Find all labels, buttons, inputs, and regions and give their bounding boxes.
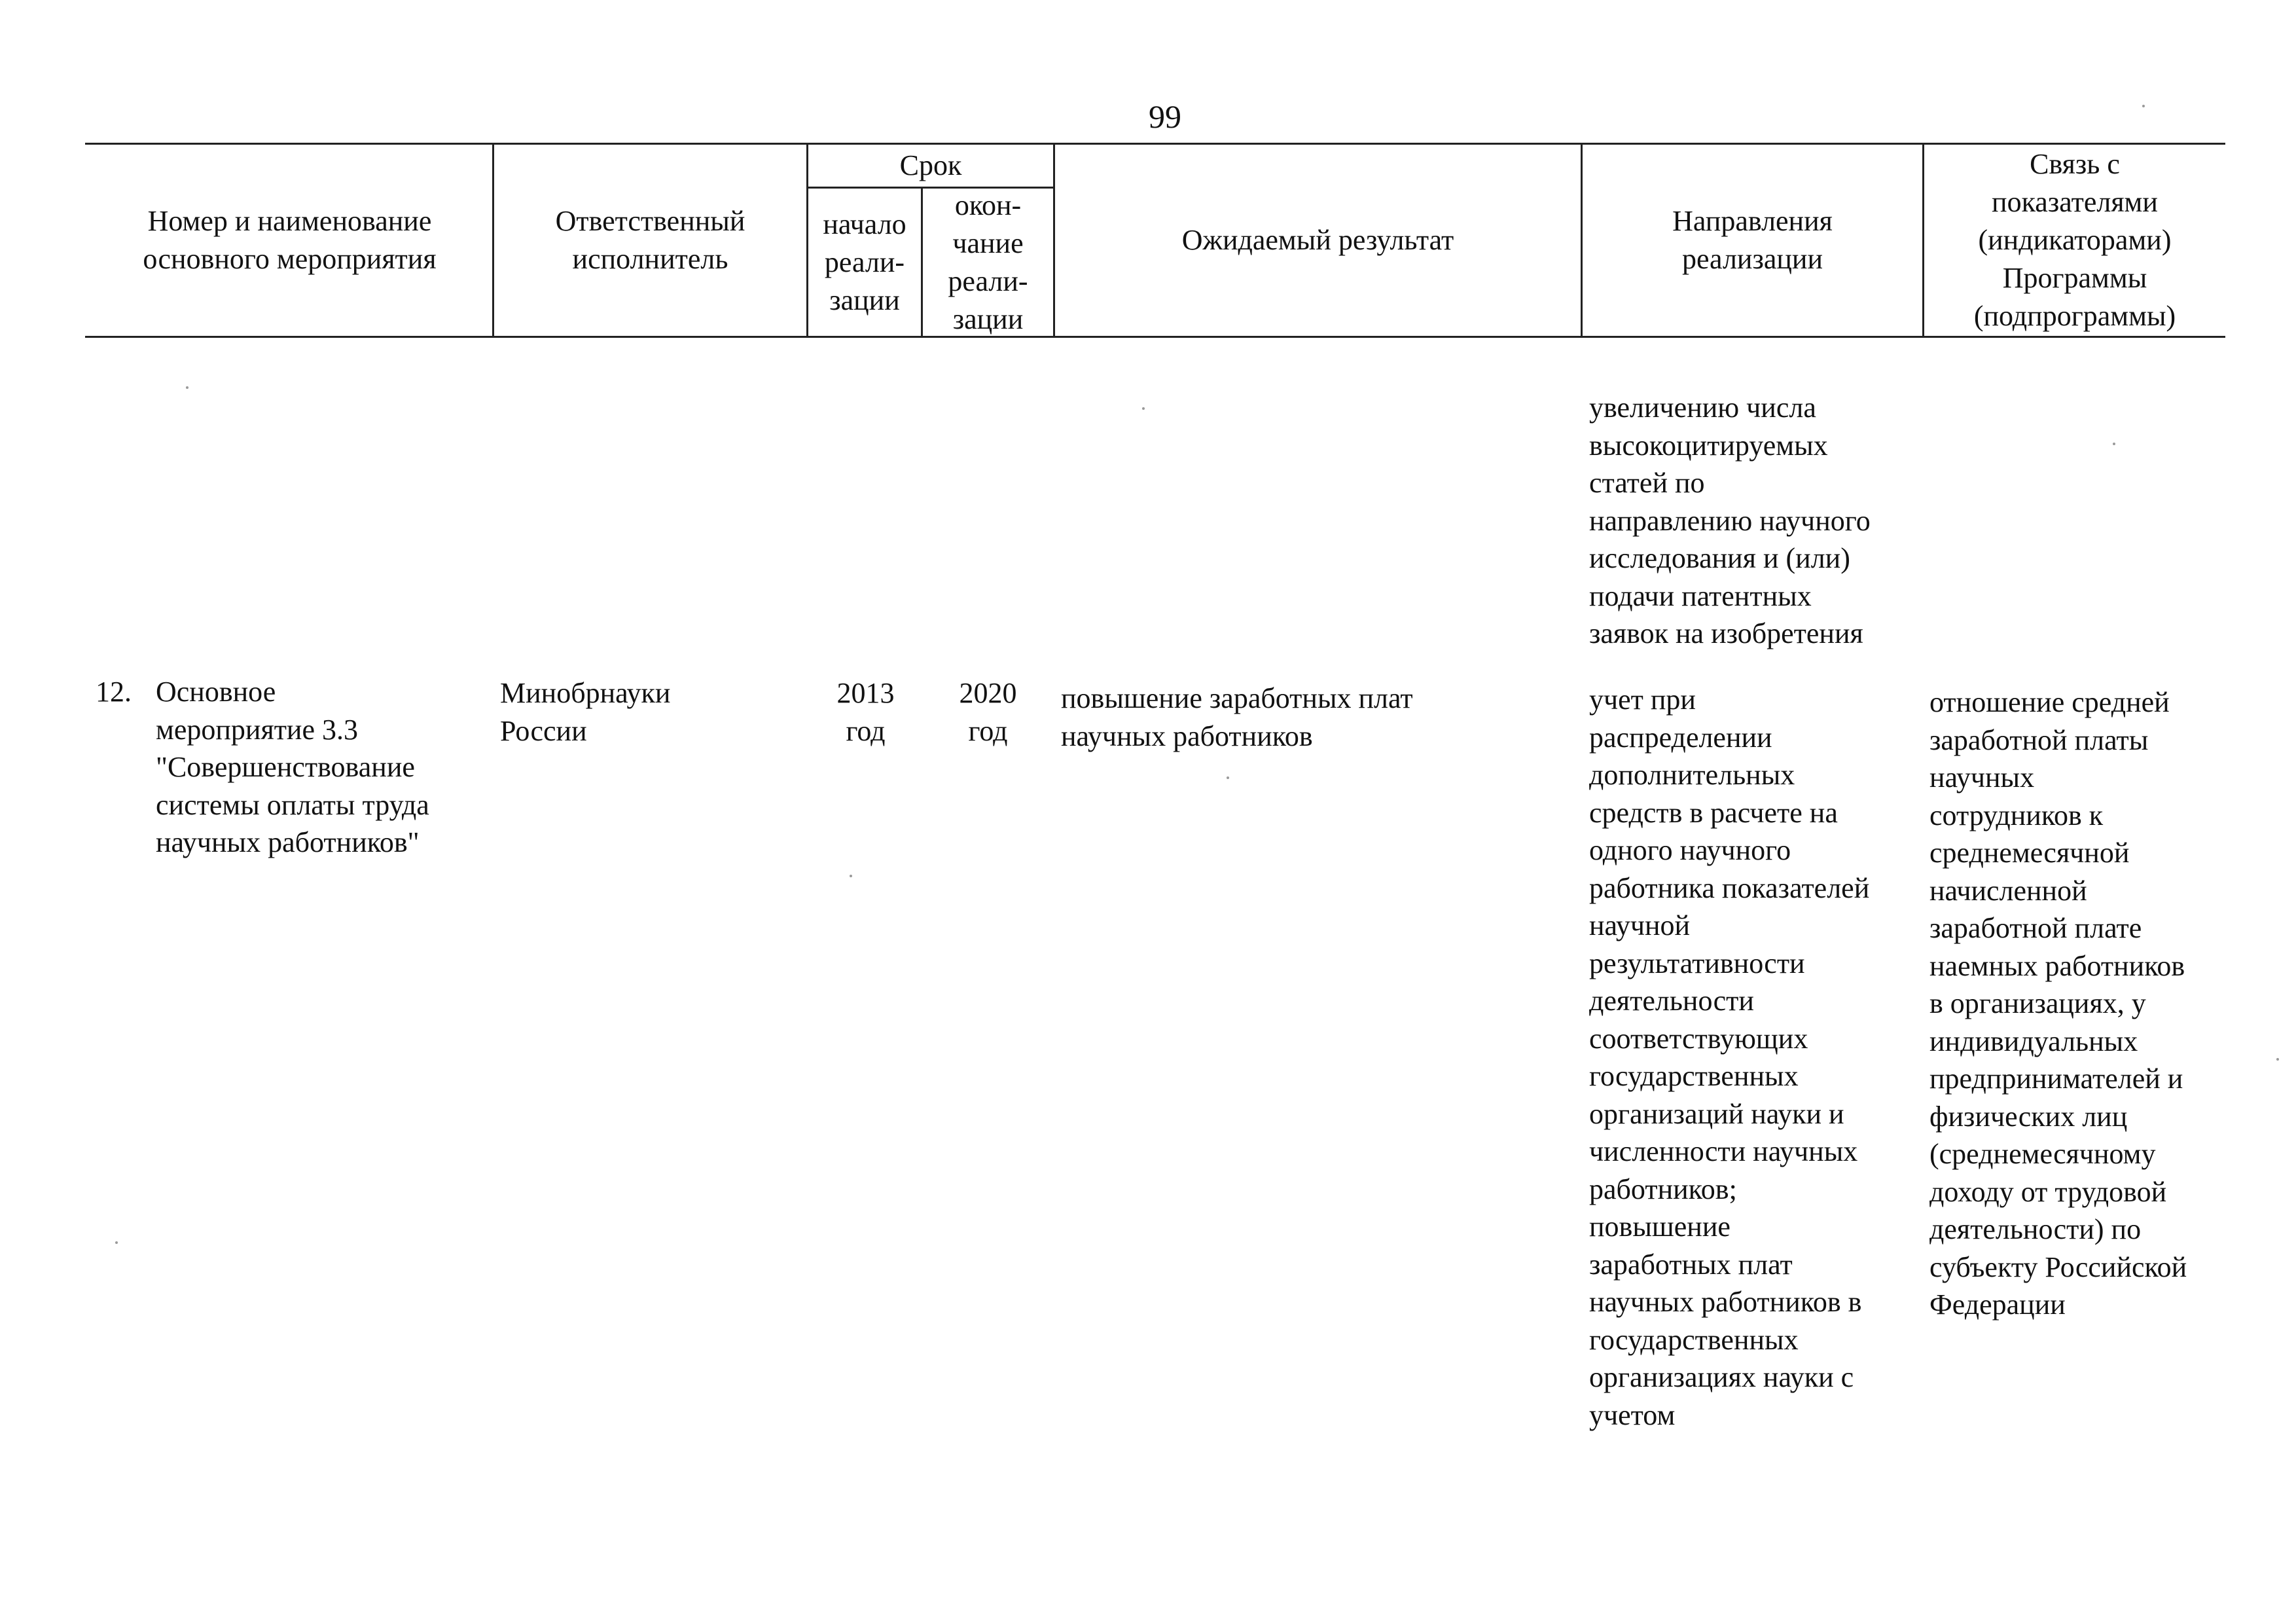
row-executor: Минобрнауки России (500, 677, 671, 747)
scan-speck (2276, 1058, 2279, 1061)
row-end-year: 2020 год (959, 677, 1017, 747)
row-indicators: отношение средней заработной платы научных сотрудников к среднемесячной начисленной заработной плате наемных работников в организациях, у индивидуальных предпринимателей и физических лиц (среднемесячному доходу от трудовой деятельности) по субъекту Российской Федерации (1929, 686, 2187, 1321)
scan-speck (2142, 105, 2145, 107)
row-directions: учет при распределении дополнительных средств в расчете на одного научного работника показателей научной результативности деятельности соответствующих государственных организаций науки и численности научных работников; повышение заработных плат научных работников в государственных организациях науки с учетом (1589, 684, 1870, 1431)
header-event-name: Номер и наименование основного мероприятия (143, 205, 437, 275)
row-expected-result: повышение заработных плат научных работников (1061, 682, 1413, 752)
scan-speck (186, 386, 188, 389)
row-event-name: Основное мероприятие 3.3 "Совершенствование системы оплаты труда научных работников" (156, 676, 429, 858)
header-result: Ожидаемый результат (1181, 224, 1454, 256)
header-directions: Направления реализации (1672, 205, 1833, 275)
scan-speck (2113, 443, 2115, 445)
scan-speck (1142, 407, 1145, 410)
page-number: 99 (1149, 98, 1181, 135)
header-bottom-rule (85, 336, 2225, 338)
row-number: 12. (96, 676, 132, 708)
row-start-year: 2013 год (836, 677, 895, 747)
continuation-directions: увеличению числа высокоцитируемых статей по направлению научного исследования и (или) подачи патентных заявок на изобретения (1589, 392, 1871, 649)
scan-speck (850, 875, 852, 877)
header-srok: Срок (899, 149, 962, 181)
header-indicators: Связь с показателями (индикаторами) Программы (подпрограммы) (1973, 148, 2176, 332)
header-end: окон- чание реали- зации (948, 189, 1028, 335)
scan-speck (1227, 776, 1229, 779)
header-start: начало реали- зации (823, 208, 906, 316)
scan-speck (115, 1241, 118, 1244)
header-executor: Ответственный исполнитель (555, 205, 745, 275)
